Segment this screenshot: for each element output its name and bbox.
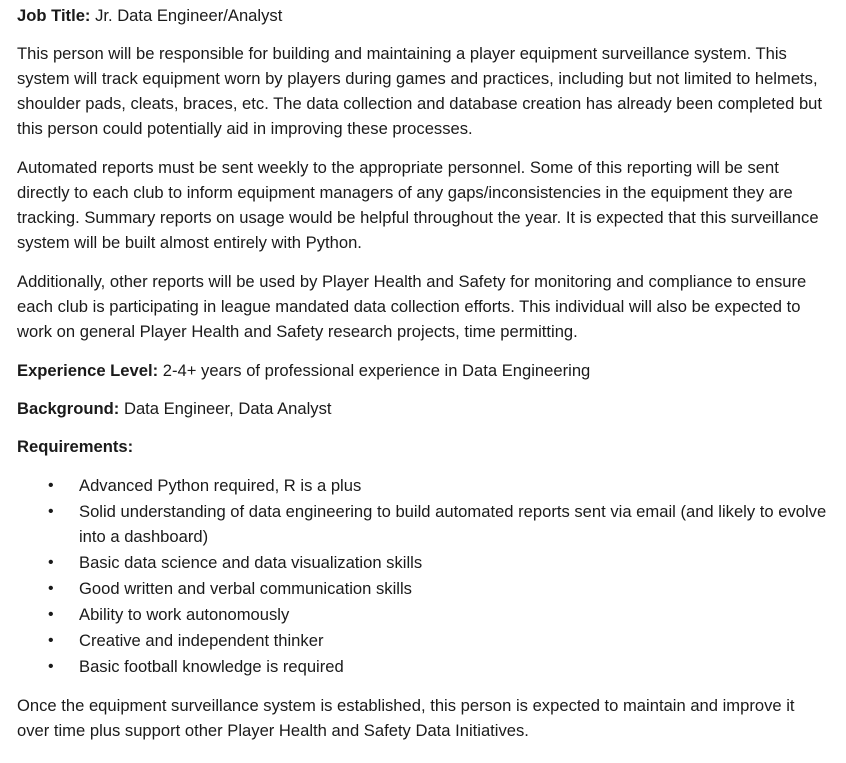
closing-paragraph: Once the equipment surveillance system is established, this person is expected to maintain and improve it over time plus support other Player Health and Safety Data Initiatives. bbox=[17, 696, 795, 740]
requirement-text: Basic data science and data visualization skills bbox=[79, 553, 423, 572]
bullet-icon: • bbox=[48, 606, 54, 623]
experience-level-value: 2-4+ years of professional experience in Data Engineering bbox=[158, 361, 591, 380]
description-paragraph-2: Automated reports must be sent weekly to the appropriate personnel. Some of this reporting will be sent directly to each club to inform equipment managers of any gaps/inconsistencies in the equipment they are tracking. Summary reports on usage would be helpful throughout the year. It is expected that this surveillance system will be built almost entirely with Python. bbox=[17, 158, 819, 252]
bullet-icon: • bbox=[48, 477, 54, 494]
requirement-text: Basic football knowledge is required bbox=[79, 657, 344, 676]
requirements-heading: Requirements: bbox=[17, 437, 134, 456]
job-title-value: Jr. Data Engineer/Analyst bbox=[90, 6, 283, 25]
list-item bbox=[17, 550, 829, 575]
bullet-icon: • bbox=[48, 554, 54, 571]
job-title-label: Job Title: bbox=[17, 6, 91, 25]
job-title-line bbox=[17, 3, 829, 28]
requirement-text: Creative and independent thinker bbox=[79, 631, 324, 650]
experience-level-label: Experience Level: bbox=[17, 361, 159, 380]
bullet-icon: • bbox=[48, 658, 54, 675]
requirements-list bbox=[17, 473, 829, 679]
background-label: Background: bbox=[17, 399, 120, 418]
list-item bbox=[17, 576, 829, 601]
description-paragraph-3: Additionally, other reports will be used by Player Health and Safety for monitoring and compliance to ensure each club is participating in league mandated data collection efforts. This individual will also be expected to work on general Player Health and Safety research projects, time permitting. bbox=[17, 272, 807, 341]
requirement-text: Advanced Python required, R is a plus bbox=[79, 476, 362, 495]
background-value: Data Engineer, Data Analyst bbox=[119, 399, 332, 418]
description-paragraph-1: This person will be responsible for building and maintaining a player equipment surveillance system. This system will track equipment worn by players during games and practices, including but not limited to helmets, shoulder pads, cleats, braces, etc. The data collection and database creation has already been completed but this person could potentially aid in improving these processes. bbox=[17, 44, 823, 138]
list-item bbox=[17, 473, 829, 498]
list-item bbox=[17, 654, 829, 679]
requirement-text: Good written and verbal communication skills bbox=[79, 579, 412, 598]
requirement-text: Ability to work autonomously bbox=[79, 605, 290, 624]
bullet-icon: • bbox=[48, 632, 54, 649]
list-item bbox=[17, 628, 829, 653]
background-line bbox=[17, 396, 829, 421]
bullet-icon: • bbox=[48, 580, 54, 597]
list-item bbox=[17, 602, 829, 627]
requirement-text: Solid understanding of data engineering to build automated reports sent via email (and likely to evolve into a dashboard) bbox=[79, 502, 827, 546]
experience-level-line bbox=[17, 358, 829, 383]
bullet-icon: • bbox=[48, 503, 54, 520]
list-item bbox=[17, 499, 829, 549]
